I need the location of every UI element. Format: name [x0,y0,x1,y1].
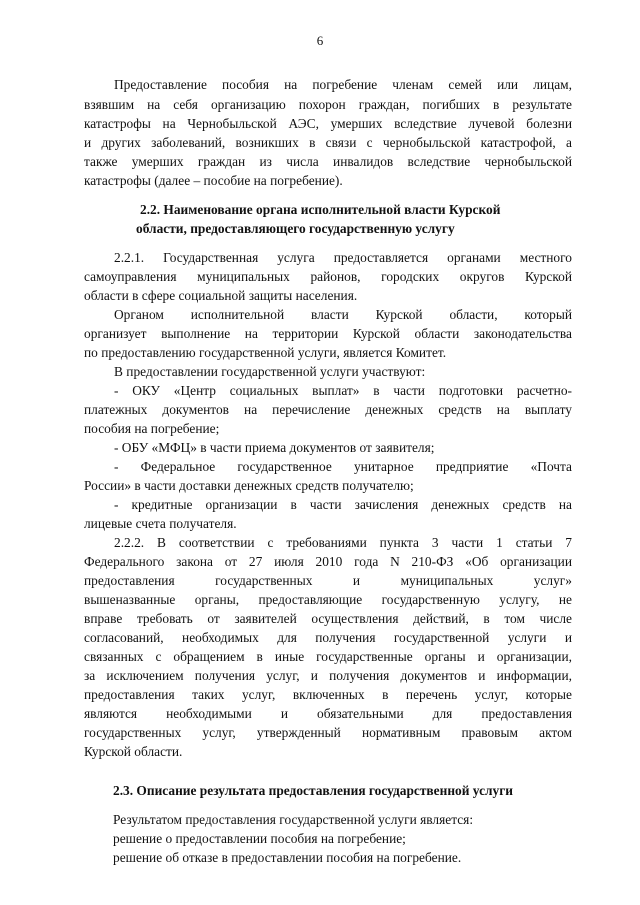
text-line: согласований, необходимых для получения государственной услуги и [84,630,572,645]
section-heading-2-3: 2.3. Описание результата предоставления государственной услуги [113,783,514,798]
text-line: организует выполнение на территории Курской области законодательства [84,326,572,341]
page-number: 6 [316,33,324,48]
list-item: - Федеральное государственное унитарное предприятие «Почта [114,459,572,474]
text-line: пособия на погребение; [84,421,220,436]
text-line: Органом исполнительной власти Курской области, который [114,307,572,322]
text-line: лицевые счета получателя. [84,516,237,531]
list-item: - кредитные организации в части зачисления денежных средств на [114,497,572,512]
text-line: предоставления таких услуг, включенных в перечень услуг, которые [84,687,572,702]
text-line: самоуправления муниципальных районов, городских округов Курской [84,269,572,284]
text-line: по предоставлению государственной услуги, является Комитет. [84,345,447,360]
text-line: предоставления государственных и муниципальных услуг» [84,573,572,588]
text-line: Предоставление пособия на погребение членам семей или лицам, [114,77,572,92]
heading-line: 2.2. Наименование органа исполнительной власти Курской [140,202,501,217]
text-line: катастрофы на Чернобыльской АЭС, умерших вследствие лучевой болезни [84,116,572,131]
text-line: и других заболеваний, возникших в связи с чернобыльской катастрофой, а [84,135,572,150]
text-line: Федерального закона от 27 июля 2010 года N 210-ФЗ «Об организации [84,554,572,569]
text-line: вправе требовать от заявителей осуществления действий, в том числе [84,611,572,626]
text-line: области в сфере социальной защиты населения. [84,288,358,303]
text-line: Курской области. [84,744,183,759]
text-line: являются необходимыми и обязательными для предоставления [84,706,572,721]
text-line: вышеназванные органы, предоставляющие государственную услугу, не [84,592,572,607]
text-line: 2.2.2. В соответствии с требованиями пункта 3 части 1 статьи 7 [114,535,572,550]
text-line: платежных документов на перечисление денежных средств на выплату [84,402,572,417]
text-line: Результатом предоставления государственной услуги является: [113,812,474,827]
text-line: катастрофы (далее – пособие на погребение). [84,173,343,188]
list-item: - ОБУ «МФЦ» в части приема документов от заявителя; [114,440,435,455]
text-line: решение об отказе в предоставлении пособия на погребение. [113,850,462,865]
text-line: связанных с обращением в иные государственные органы и организации, [84,649,572,664]
text-line: В предоставлении государственной услуги участвуют: [114,364,426,379]
list-item: - ОКУ «Центр социальных выплат» в части подготовки расчетно- [114,383,572,398]
text-line: взявшим на себя организацию похорон граждан, погибших в результате [84,97,572,112]
text-line: России» в части доставки денежных средств получателю; [84,478,414,493]
text-line: государственных услуг, утвержденный нормативным правовым актом [84,725,572,740]
heading-line: области, предоставляющего государственную услугу [136,221,455,236]
text-line: 2.2.1. Государственная услуга предоставляется органами местного [114,250,572,265]
text-line: также умерших граждан из числа инвалидов вследствие чернобыльской [84,154,572,169]
text-line: за исключением получения услуг, и получения документов и информации, [84,668,572,683]
text-line: решение о предоставлении пособия на погребение; [113,831,406,846]
